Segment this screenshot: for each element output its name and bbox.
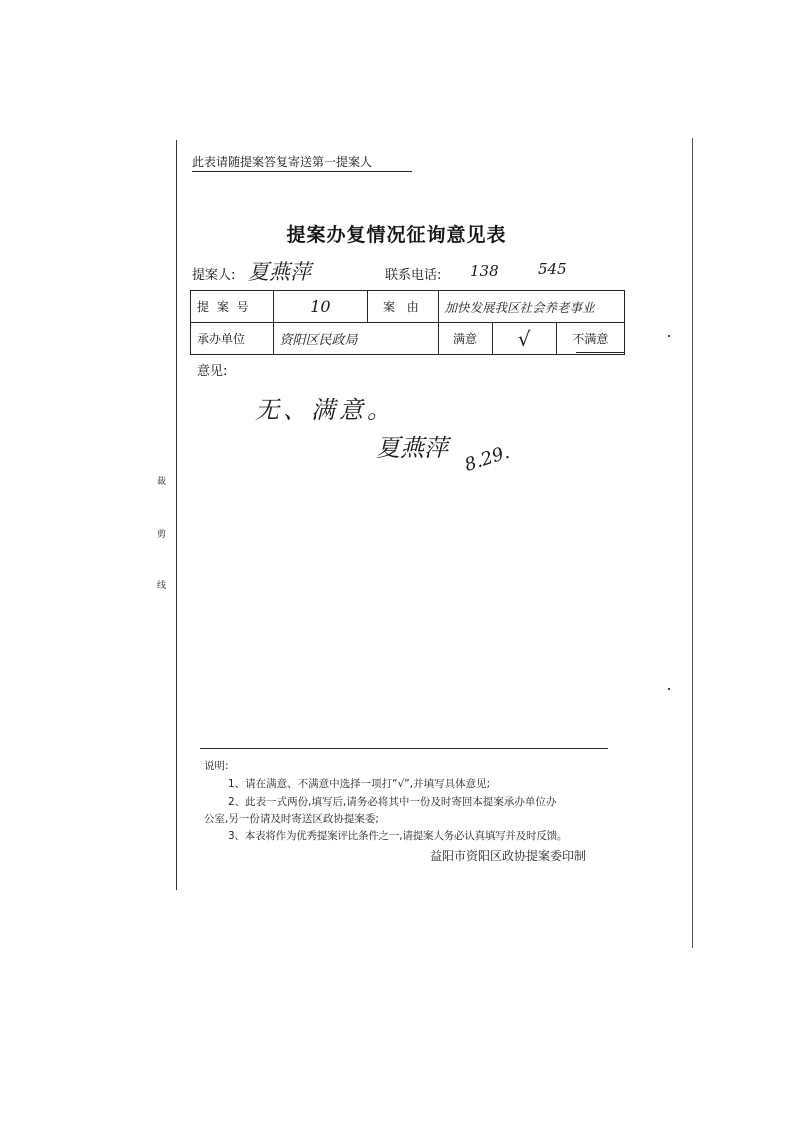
proposal-reason-text: 加快发展我区社会养老事业 bbox=[444, 299, 595, 315]
signature-date: 8.29. bbox=[462, 441, 513, 476]
right-scan-speck-2 bbox=[668, 688, 670, 690]
satisfied-checkbox[interactable] bbox=[492, 323, 556, 355]
table-row-unit bbox=[191, 323, 625, 355]
right-scan-speck-1 bbox=[668, 335, 670, 337]
instructions-divider bbox=[200, 748, 608, 749]
table-row-proposal bbox=[191, 291, 625, 323]
signature-name: 夏燕萍 bbox=[376, 434, 448, 462]
proposal-reason-value bbox=[438, 291, 624, 323]
instruction-3: 3、本表将作为优秀提案评比条件之一,请提案人务必认真填写并及时反馈。 bbox=[228, 830, 568, 842]
instruction-2-cont: 公室,另一份请及时寄送区政协提案委; bbox=[204, 813, 379, 825]
unsatisfied-label: 不满意 bbox=[556, 323, 624, 355]
header-note: 此表请随提案答复寄送第一提案人 bbox=[192, 153, 412, 172]
proposal-number-text: 10 bbox=[310, 297, 331, 316]
instruction-1: 1、请在满意、不满意中选择一项打“√”,并填写具体意见; bbox=[228, 778, 491, 790]
phone-tail: 545 bbox=[538, 260, 567, 278]
proposal-form-table bbox=[190, 290, 625, 355]
phone-value: 138 bbox=[470, 262, 499, 280]
proposal-number-label: 提 案 号 bbox=[191, 291, 274, 323]
opinion-text: 无、满意。 bbox=[255, 396, 395, 424]
cut-mark-2: 剪 bbox=[157, 530, 167, 540]
handling-unit-text: 资阳区民政局 bbox=[279, 333, 358, 348]
proposal-number-value bbox=[273, 291, 368, 323]
handling-unit-value bbox=[273, 323, 438, 355]
proposal-reason-label: 案 由 bbox=[368, 291, 438, 323]
right-page-edge bbox=[692, 138, 693, 948]
cut-mark-1: 裁 bbox=[157, 477, 167, 487]
phone-label: 联系电话: bbox=[385, 268, 442, 283]
instruction-2: 2、此表一式两份,填写后,请务必将其中一份及时寄回本提案承办单位办 bbox=[228, 796, 557, 808]
unsatisfied-checkbox[interactable] bbox=[576, 322, 625, 353]
proposer-name: 夏燕萍 bbox=[248, 260, 311, 284]
satisfied-label: 满意 bbox=[438, 323, 492, 355]
opinion-label: 意见: bbox=[197, 364, 228, 379]
instructions-heading: 说明: bbox=[204, 760, 229, 772]
proposer-label: 提案人: bbox=[192, 268, 236, 283]
form-title: 提案办复情况征询意见表 bbox=[286, 224, 507, 246]
print-credit: 益阳市资阳区政协提案委印制 bbox=[430, 849, 587, 863]
checkmark-icon: √ bbox=[517, 326, 531, 351]
left-cut-line bbox=[176, 140, 177, 890]
handling-unit-label: 承办单位 bbox=[191, 323, 274, 355]
cut-mark-3: 线 bbox=[157, 581, 167, 591]
